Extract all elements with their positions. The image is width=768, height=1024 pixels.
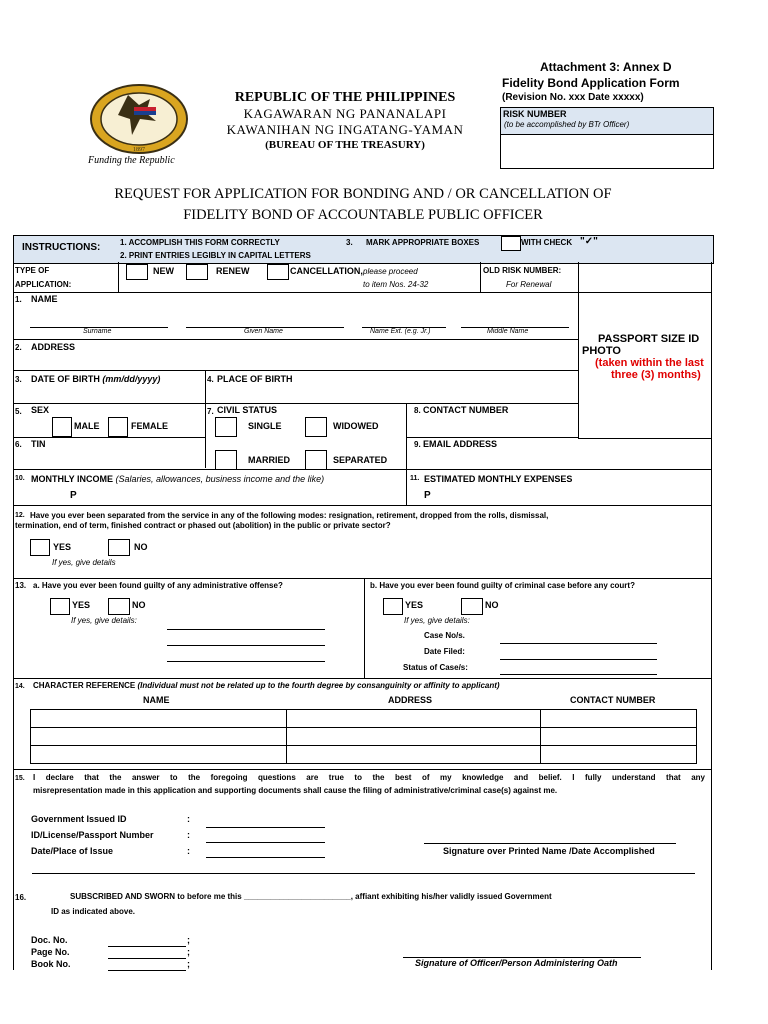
agency-line4: (BUREAU OF THE TREASURY) bbox=[265, 139, 425, 151]
expenses-num: 11. bbox=[410, 475, 420, 482]
photo-note-2: three (3) months) bbox=[611, 369, 701, 381]
contact-label: CONTACT NUMBER bbox=[423, 405, 509, 415]
q12-yes-checkbox[interactable] bbox=[30, 539, 50, 556]
separated-checkbox[interactable] bbox=[305, 450, 327, 470]
q13a-text: a. Have you ever been found guilty of any administrative offense? bbox=[33, 581, 283, 590]
surname-caption: Surname bbox=[83, 328, 112, 335]
q12-num: 12. bbox=[15, 512, 25, 519]
sex-label: SEX bbox=[31, 405, 50, 415]
type-cancellation-checkbox[interactable] bbox=[267, 264, 289, 280]
agency-line3: KAWANIHAN NG INGATANG-YAMAN bbox=[226, 122, 464, 137]
email-label: EMAIL ADDRESS bbox=[423, 439, 498, 449]
income-label: MONTHLY INCOME (Salaries, allowances, business income and the like) bbox=[31, 474, 325, 484]
cancellation-note-2: to item Nos. 24-32 bbox=[363, 280, 429, 289]
q13a-no-label: NO bbox=[132, 600, 146, 610]
q14-num: 14. bbox=[15, 683, 25, 690]
photo-label-1: PASSPORT SIZE ID bbox=[598, 333, 700, 345]
q16-num: 16. bbox=[15, 893, 27, 902]
q13b-details: If yes, give details: bbox=[404, 616, 470, 625]
instruction-1: 1. ACCOMPLISH THIS FORM CORRECTLY bbox=[120, 238, 280, 247]
q13b-no-checkbox[interactable] bbox=[461, 598, 483, 615]
q15-line1: I declare that the answer to the foregoing questions are true to the best of my knowledge and belief. I fully understand that any bbox=[33, 773, 705, 782]
table-row bbox=[31, 728, 697, 746]
type-cancellation-label: CANCELLATION, bbox=[290, 266, 363, 276]
agency-line1: REPUBLIC OF THE PHILIPPINES bbox=[234, 90, 456, 105]
name-label: NAME bbox=[31, 294, 58, 304]
middle-name-caption: Middle Name bbox=[487, 328, 529, 335]
male-label: MALE bbox=[74, 421, 100, 431]
tagline: Funding the Republic bbox=[88, 155, 175, 166]
col-name-header: NAME bbox=[143, 695, 170, 705]
case-status-label: Status of Case/s: bbox=[403, 663, 468, 672]
instructions-label: INSTRUCTIONS: bbox=[22, 242, 101, 253]
civil-num: 7. bbox=[207, 407, 214, 416]
risk-number-label: RISK NUMBER bbox=[503, 109, 567, 119]
page-no-label: Page No. bbox=[31, 947, 70, 957]
q12-yes-label: YES bbox=[53, 542, 72, 552]
type-renew-checkbox[interactable] bbox=[186, 264, 208, 280]
instructions-band bbox=[13, 235, 714, 264]
widowed-label: WIDOWED bbox=[333, 421, 379, 431]
name-num: 1. bbox=[15, 295, 22, 304]
date-filed-label: Date Filed: bbox=[424, 647, 465, 656]
tin-num: 6. bbox=[15, 440, 22, 449]
risk-number-box bbox=[500, 107, 714, 169]
email-num: 9. bbox=[414, 440, 421, 449]
character-reference-table bbox=[30, 709, 697, 764]
married-checkbox[interactable] bbox=[215, 450, 237, 470]
book-no-label: Book No. bbox=[31, 959, 71, 969]
q13a-yes-label: YES bbox=[72, 600, 91, 610]
q12-no-label: NO bbox=[134, 542, 148, 552]
name-ext-caption: Name Ext. (e.g. Jr.) bbox=[370, 328, 431, 335]
check-mark-sample: "✓" bbox=[580, 236, 598, 247]
photo-label-2: PHOTO bbox=[582, 345, 621, 357]
doc-no-label: Doc. No. bbox=[31, 935, 68, 945]
contact-num: 8. bbox=[414, 406, 421, 415]
q13b-no-label: NO bbox=[485, 600, 499, 610]
female-label: FEMALE bbox=[131, 421, 168, 431]
given-name-caption: Given Name bbox=[244, 328, 283, 335]
dob-label: DATE OF BIRTH (mm/dd/yyyy) bbox=[31, 374, 161, 384]
table-row bbox=[31, 710, 697, 728]
single-checkbox[interactable] bbox=[215, 417, 237, 437]
sex-num: 5. bbox=[15, 407, 22, 416]
risk-number-input[interactable] bbox=[501, 135, 713, 167]
revision-label: (Revision No. xxx Date xxxxx) bbox=[502, 92, 644, 103]
cancellation-note-1: please proceed bbox=[363, 267, 418, 276]
q13-num: 13. bbox=[15, 581, 27, 590]
attachment-label: Attachment 3: Annex D bbox=[540, 60, 672, 74]
instruction-3: MARK APPROPRIATE BOXES bbox=[366, 238, 480, 247]
tin-label: TIN bbox=[31, 439, 46, 449]
date-place-label: Date/Place of Issue bbox=[31, 846, 114, 856]
risk-number-note: (to be accomplished by BTr Officer) bbox=[504, 120, 630, 129]
title-line2: FIDELITY BOND OF ACCOUNTABLE PUBLIC OFFICER bbox=[183, 207, 543, 223]
title-line1: REQUEST FOR APPLICATION FOR BONDING AND / OR CANCELLATION OF bbox=[114, 186, 612, 202]
agency-heading bbox=[200, 90, 490, 152]
single-label: SINGLE bbox=[248, 421, 282, 431]
type-label-2: APPLICATION: bbox=[15, 280, 72, 289]
sample-checkbox bbox=[501, 236, 521, 251]
applicant-signature-label: Signature over Printed Name /Date Accomplished bbox=[443, 846, 655, 856]
address-num: 2. bbox=[15, 343, 22, 352]
case-no-label: Case No/s. bbox=[424, 631, 465, 640]
gov-id-label: Government Issued ID bbox=[31, 814, 127, 824]
q13b-yes-label: YES bbox=[405, 600, 424, 610]
instruction-2: 2. PRINT ENTRIES LEGIBLY IN CAPITAL LETTERS bbox=[120, 251, 311, 260]
q12-line1: Have you ever been separated from the service in any of the following modes: resignation, retirement, dropped from the rolls, dismissal, bbox=[30, 511, 549, 520]
q16-line1: SUBSCRIBED AND SWORN to before me this ________________________, affiant exhibiting his/her validly issued Government bbox=[70, 892, 552, 901]
q12-no-checkbox[interactable] bbox=[108, 539, 130, 556]
q15-num: 15. bbox=[15, 775, 25, 782]
form-title bbox=[0, 184, 726, 226]
instruction-3-suffix: WITH CHECK bbox=[521, 238, 573, 247]
type-label-1: TYPE OF bbox=[15, 266, 50, 275]
civil-label: CIVIL STATUS bbox=[217, 405, 278, 415]
form-name: Fidelity Bond Application Form bbox=[502, 76, 680, 90]
old-risk-label: OLD RISK NUMBER: bbox=[483, 266, 562, 275]
type-new-checkbox[interactable] bbox=[126, 264, 148, 280]
address-label: ADDRESS bbox=[31, 342, 76, 352]
q13b-text: b. Have you ever been found guilty of criminal case before any court? bbox=[370, 581, 635, 590]
id-number-label: ID/License/Passport Number bbox=[31, 830, 154, 840]
q13a-details: If yes, give details: bbox=[71, 616, 137, 625]
pob-num: 4. bbox=[207, 375, 214, 384]
q12-details: If yes, give details bbox=[52, 558, 116, 567]
pob-label: PLACE OF BIRTH bbox=[217, 374, 293, 384]
col-address-header: ADDRESS bbox=[388, 695, 433, 705]
dob-num: 3. bbox=[15, 375, 22, 384]
income-num: 10. bbox=[15, 475, 25, 482]
income-prefix: P bbox=[70, 490, 77, 501]
seal-year: 1897 bbox=[133, 147, 145, 153]
q12-line2: termination, end of term, finished contract or phased out (abolition) in the public or private sector? bbox=[15, 521, 391, 530]
bureau-seal bbox=[88, 83, 190, 155]
q13a-no-checkbox[interactable] bbox=[108, 598, 130, 615]
q14-heading: CHARACTER REFERENCE (Individual must not be related up to the fourth degree by consanguinity or affinity to applicant) bbox=[33, 681, 500, 690]
male-checkbox[interactable] bbox=[52, 417, 72, 437]
q13a-yes-checkbox[interactable] bbox=[50, 598, 70, 615]
widowed-checkbox[interactable] bbox=[305, 417, 327, 437]
q13b-yes-checkbox[interactable] bbox=[383, 598, 403, 615]
old-risk-note: For Renewal bbox=[506, 280, 552, 289]
instruction-3-num: 3. bbox=[346, 238, 353, 247]
separated-label: SEPARATED bbox=[333, 455, 388, 465]
q15-line2: misrepresentation made in this application and supporting documents shall cause the filing of administrative/criminal case(s) against me. bbox=[33, 786, 558, 795]
col-contact-header: CONTACT NUMBER bbox=[570, 695, 656, 705]
expenses-prefix: P bbox=[424, 490, 431, 501]
married-label: MARRIED bbox=[248, 455, 290, 465]
female-checkbox[interactable] bbox=[108, 417, 128, 437]
agency-line2: KAGAWARAN NG PANANALAPI bbox=[243, 106, 447, 121]
q16-line2: ID as indicated above. bbox=[51, 907, 136, 916]
table-row bbox=[31, 746, 697, 764]
type-renew-label: RENEW bbox=[216, 266, 250, 276]
photo-note-1: (taken within the last bbox=[595, 357, 704, 369]
officer-signature-label: Signature of Officer/Person Administering Oath bbox=[415, 958, 618, 968]
expenses-label: ESTIMATED MONTHLY EXPENSES bbox=[424, 474, 573, 484]
type-new-label: NEW bbox=[153, 266, 174, 276]
